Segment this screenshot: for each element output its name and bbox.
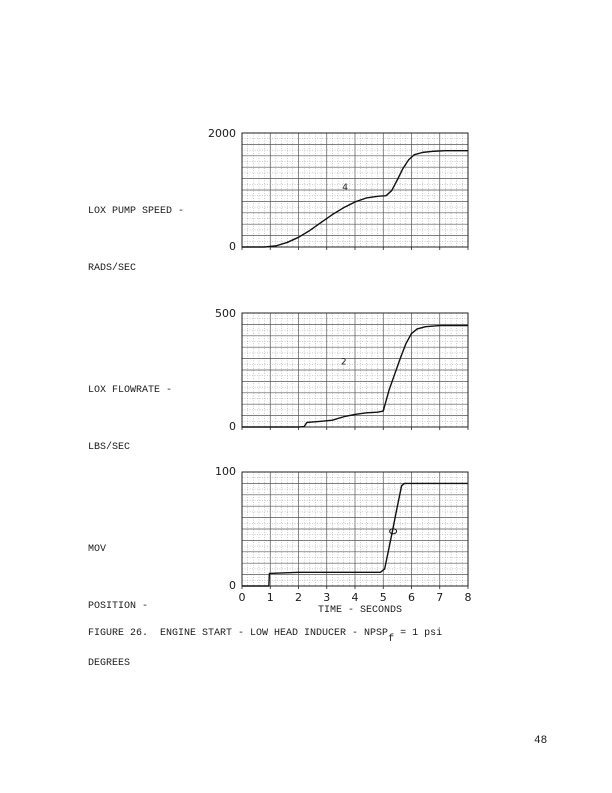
- panel1-ylabel: [88, 164, 184, 297]
- page-number: 48: [534, 735, 548, 747]
- panel3-ylabel: [88, 502, 148, 692]
- panel1-ylabel-line2: RADS/SEC: [88, 263, 137, 274]
- time-axis-label: TIME - SECONDS: [318, 605, 403, 616]
- panel3-ytick-min: 0: [229, 579, 236, 592]
- panel2-ylabel-line1: LOX FLOWRATE -: [88, 385, 173, 396]
- x-tick-label: 6: [408, 591, 415, 604]
- figure-caption: [88, 628, 442, 645]
- grid-major: [242, 472, 468, 586]
- x-tick-label: 0: [238, 591, 246, 604]
- x-tick-label: 2: [295, 591, 302, 604]
- panel2-lox-flowrate-chart: [242, 313, 468, 427]
- x-tick-label: 3: [323, 591, 331, 604]
- caption-main: FIGURE 26. ENGINE START - LOW HEAD INDUCER - NPSP: [88, 628, 389, 639]
- x-tick-label: 7: [436, 591, 444, 604]
- panel1-ytick-min: 0: [229, 240, 236, 253]
- grid-major: [242, 313, 468, 427]
- x-tick-label: 5: [379, 591, 387, 604]
- panel2-ylabel: [88, 343, 172, 476]
- annotation-label: 2: [340, 357, 347, 368]
- panel3-ylabel-line1: MOV: [88, 544, 107, 555]
- panel3-mov-position-chart: [242, 472, 468, 586]
- panel3-ylabel-line3: DEGREES: [88, 658, 131, 669]
- panel3-ytick-max: 100: [215, 465, 236, 478]
- caption-tail: = 1 psi: [394, 628, 443, 639]
- panel2-ytick-max: 500: [215, 307, 236, 320]
- grid-major: [242, 133, 468, 247]
- panel1-ylabel-line1: LOX PUMP SPEED -: [88, 206, 185, 217]
- panel1-ytick-max: 2000: [208, 127, 236, 140]
- panel1-lox-pump-speed-chart: [242, 133, 468, 247]
- annotation-label: 4: [342, 183, 349, 193]
- caption-subscript: f: [388, 634, 395, 645]
- panel2-ylabel-line2: LBS/SEC: [88, 442, 131, 453]
- x-tick-label: 4: [351, 591, 359, 604]
- panel3-ylabel-line2: POSITION -: [88, 601, 149, 612]
- panel2-ytick-min: 0: [229, 420, 236, 433]
- x-tick-label: 8: [464, 591, 472, 604]
- x-tick-label: 1: [266, 591, 274, 604]
